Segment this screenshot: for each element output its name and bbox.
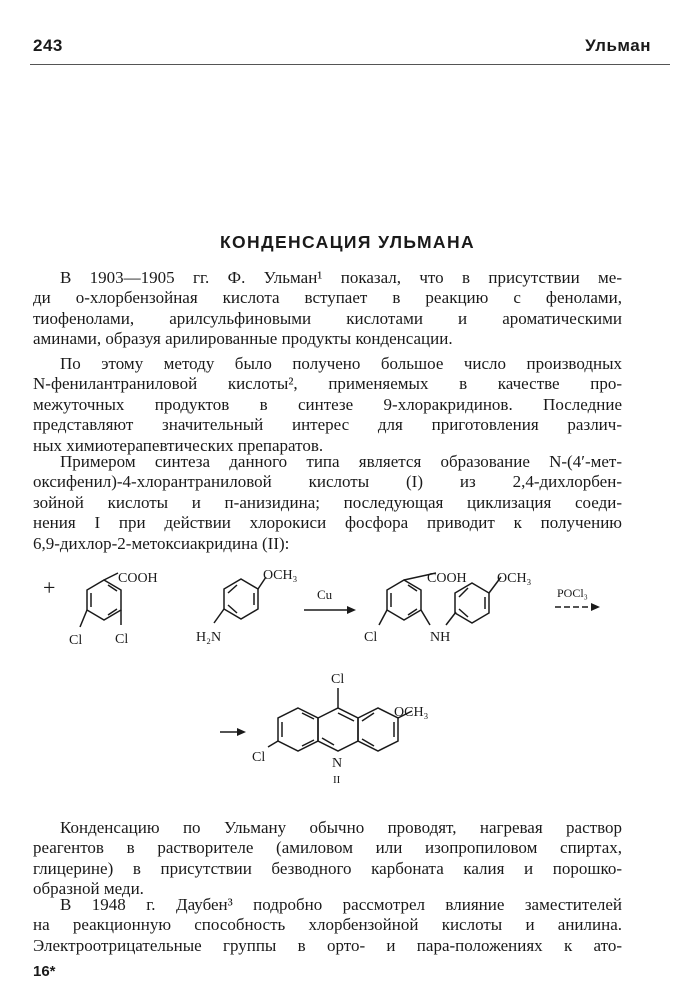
running-title: Ульман bbox=[585, 36, 651, 55]
reaction-scheme bbox=[0, 555, 695, 805]
paragraph-line: Примером синтеза данного типа является образование N-(4′-мет- bbox=[60, 452, 622, 471]
nitrogen-label: N bbox=[332, 756, 343, 771]
paragraph-line: Электроотрицательные группы в орто- и пара-положениях к ато- bbox=[33, 935, 622, 955]
chlorine-label: Cl bbox=[115, 632, 129, 647]
paragraph-line: глицерине) в присутствии безводного карбоната калия и порошко- bbox=[33, 858, 622, 878]
paragraph-conditions bbox=[33, 818, 622, 900]
compound-number: II bbox=[333, 774, 341, 786]
methoxy-label: OCH₃ bbox=[497, 571, 532, 586]
paragraph-line: на реакционную способность хлорбензойной кислоты и анилина. bbox=[33, 915, 622, 935]
nh-label: NH bbox=[430, 630, 451, 645]
chlorine-label: Cl bbox=[252, 750, 266, 765]
cooh-label: COOH bbox=[118, 571, 158, 586]
paragraph-line: 6,9-дихлор-2-метоксиакридина (II): bbox=[33, 533, 290, 553]
cooh-label: COOH bbox=[427, 571, 467, 586]
paragraph-line: аминами, образуя арилированные продукты конденсации. bbox=[33, 329, 453, 349]
chlorine-label: Cl bbox=[364, 630, 378, 645]
paragraph-line: реагентов в растворителе (амиловом или изопропиловом спиртах, bbox=[33, 838, 622, 858]
acridine-structure bbox=[268, 688, 412, 751]
paragraph-example bbox=[33, 452, 622, 554]
paragraph-line: ди о-хлорбензойная кислота вступает в реакцию с фенолами, bbox=[33, 288, 622, 308]
methoxy-label: OCH₃ bbox=[263, 568, 298, 583]
paragraph-line: Конденсацию по Ульману обычно проводят, нагревая раствор bbox=[60, 818, 622, 837]
paragraph-line: оксифенил)-4-хлорантраниловой кислоты (I) из 2,4-дихлорбен- bbox=[33, 472, 622, 492]
paragraph-line: N-фенилантраниловой кислоты², применяемых в качестве про- bbox=[33, 374, 622, 394]
paragraph-line: межуточных продуктов в синтезе 9-хлоракридинов. Последние bbox=[33, 394, 622, 414]
dichlorobenzoic-acid-structure bbox=[80, 573, 121, 627]
chlorine-label: Cl bbox=[331, 672, 345, 687]
paragraph-line: В 1903—1905 гг. Ф. Ульман¹ показал, что в присутствии ме- bbox=[60, 268, 622, 287]
anisidine-structure bbox=[214, 577, 266, 623]
paragraph-line: представляют значительный интерес для приготовления различ- bbox=[33, 415, 622, 435]
section-title: КОНДЕНСАЦИЯ УЛЬМАНА bbox=[219, 232, 476, 252]
paragraph-intro bbox=[33, 268, 622, 350]
paragraph-line: ных химиотерапевтических препаратов. bbox=[33, 435, 324, 455]
header-rule bbox=[30, 64, 670, 65]
page-number: 243 bbox=[33, 36, 63, 55]
paragraph-line: образной меди. bbox=[33, 879, 144, 899]
phosphoryl-chloride-label: POCl₃ bbox=[557, 586, 588, 600]
paragraph-method bbox=[33, 354, 622, 456]
paragraph-line: В 1948 г. Даубен³ подробно рассмотрел влияние заместителей bbox=[60, 895, 622, 914]
copper-catalyst-label: Cu bbox=[317, 587, 333, 602]
paragraph-line: тиофенолами, арилсульфиновыми кислотами и ароматическими bbox=[33, 308, 622, 328]
paragraph-line: нения I при действии хлорокиси фосфора приводит к получению bbox=[33, 513, 622, 533]
chlorine-label: Cl bbox=[69, 633, 83, 648]
plus-sign: + bbox=[43, 575, 56, 600]
paragraph-line: зойной кислоты и п-анизидина; последующая циклизация соеди- bbox=[33, 492, 622, 512]
paragraph-line: По этому методу было получено большое число производных bbox=[60, 354, 622, 373]
signature-mark: 16* bbox=[33, 963, 56, 980]
amino-label: H₂N bbox=[196, 630, 222, 645]
paragraph-dauben bbox=[33, 895, 622, 956]
methoxy-label: OCH₃ bbox=[394, 705, 429, 720]
